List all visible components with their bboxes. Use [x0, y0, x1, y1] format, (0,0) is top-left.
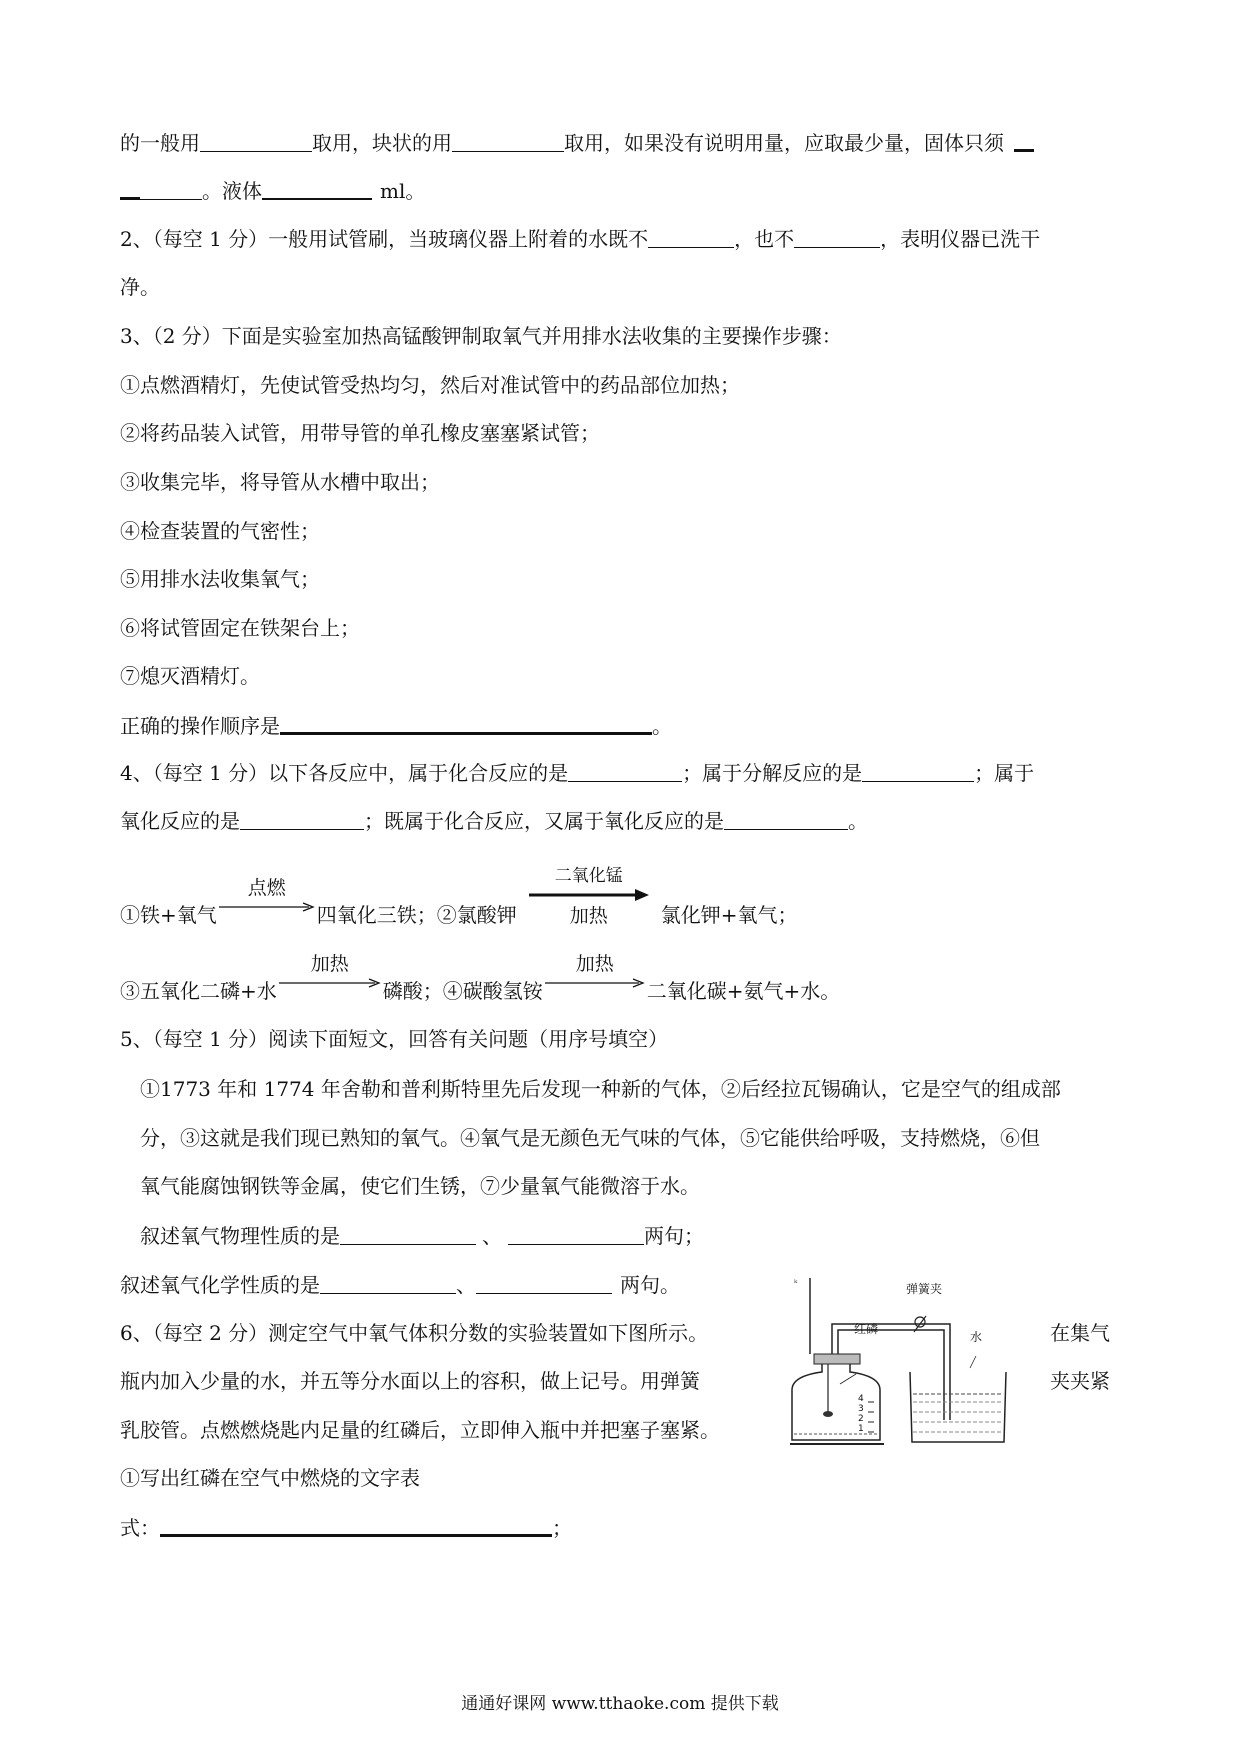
q5-answer-physical — [140, 1221, 1150, 1251]
page-footer: 通通好课网 www.tthaoke.com 提供下载 — [461, 1694, 779, 1714]
q6-line-2-right — [1050, 1366, 1130, 1396]
q6-line-1-right — [1050, 1318, 1130, 1348]
mark-label: 1 — [858, 1424, 864, 1434]
text: 氧气能腐蚀钢铁等金属，使它们生锈，⑦少量氧气能微溶于水。 — [140, 1174, 700, 1198]
text: 式： — [120, 1516, 160, 1540]
text: 。 — [848, 809, 868, 833]
q3-step-7 — [120, 661, 1130, 691]
reaction-arrow — [277, 953, 383, 998]
text: ml。 — [380, 179, 426, 203]
text: 6、（每空 2 分）测定空气中氧气体积分数的实验装置如下图所示。 — [120, 1321, 709, 1345]
text: 的一般用 — [120, 131, 200, 155]
text: ⑦熄灭酒精灯。 — [120, 664, 260, 688]
blank[interactable] — [200, 129, 312, 152]
text: 5、（每空 1 分）阅读下面短文，回答有关问题（用序号填空） — [120, 1027, 669, 1051]
red-phosphorus-label: 红磷 — [854, 1322, 879, 1336]
arrow-icon — [543, 976, 647, 990]
svg-text:ᵏ: ᵏ — [794, 1279, 798, 1289]
text: 乳胶管。点燃燃烧匙内足量的红磷后，立即伸入瓶中并把塞子塞紧。 — [120, 1418, 720, 1442]
text: 二氧化碳+氨气+水。 — [646, 979, 841, 1003]
mark-label: 3 — [858, 1404, 864, 1414]
text: 2、（每空 1 分）一般用试管刷，当玻璃仪器上附着的水既不 — [120, 227, 649, 251]
q2-line-1 — [120, 224, 1130, 254]
blank[interactable] — [508, 1222, 644, 1245]
text: 4、（每空 1 分）以下各反应中，属于化合反应的是 — [120, 761, 569, 785]
q2-line-2 — [120, 272, 1130, 302]
reaction-row-2 — [120, 953, 1130, 1006]
blank[interactable] — [452, 129, 564, 152]
text: 四氧化三铁；②氯酸钾 — [316, 903, 517, 927]
text: 两句； — [644, 1224, 704, 1248]
text: 夹夹紧 — [1050, 1369, 1110, 1393]
q6-line-5 — [120, 1512, 1130, 1543]
text: 在集气 — [1050, 1321, 1110, 1345]
text: ；既属于化合反应，又属于氧化反应的是 — [364, 809, 724, 833]
text: 取用，块状的用 — [312, 131, 452, 155]
q6-line-3 — [120, 1415, 760, 1445]
text: ⑥将试管固定在铁架台上； — [120, 616, 360, 640]
blank[interactable] — [794, 225, 880, 248]
blank[interactable] — [862, 759, 974, 782]
reaction-arrow — [543, 953, 647, 998]
text: ①写出红磷在空气中燃烧的文字表 — [120, 1466, 420, 1490]
q3-step-4 — [120, 516, 1130, 546]
text: ； — [552, 1516, 572, 1540]
text: 叙述氧气化学性质的是 — [120, 1273, 320, 1297]
q3-step-2 — [120, 418, 1130, 448]
text: ，表明仪器已洗干 — [880, 227, 1041, 251]
q1-line-2 — [120, 175, 1130, 206]
blank[interactable] — [568, 759, 682, 782]
apparatus-diagram — [770, 1272, 1030, 1452]
reaction-condition: 点燃 — [247, 877, 286, 899]
blank[interactable] — [648, 225, 734, 248]
water-label: 水 — [970, 1330, 983, 1344]
text: ②将药品装入试管，用带导管的单孔橡皮塞塞紧试管； — [120, 421, 600, 445]
q3-step-5 — [120, 564, 1130, 594]
q6-line-2 — [120, 1366, 760, 1396]
text: ⑤用排水法收集氧气； — [120, 567, 320, 591]
q3-step-6 — [120, 613, 1130, 643]
text: 、 — [456, 1273, 476, 1297]
q5-passage-2 — [140, 1123, 1150, 1153]
text: 。 — [652, 714, 672, 738]
q4-line-2 — [120, 806, 1130, 836]
text: 氧化反应的是 — [120, 809, 240, 833]
q5-title — [120, 1024, 1130, 1054]
text: ，也不 — [734, 227, 795, 251]
blank[interactable] — [724, 807, 848, 830]
reaction-condition: 加热 — [569, 905, 608, 927]
blank[interactable] — [340, 1222, 476, 1245]
blank[interactable] — [1014, 127, 1034, 152]
text: 。液体 — [202, 179, 262, 203]
reaction-catalyst: 二氧化锰 — [554, 866, 623, 886]
reaction-row-1 — [120, 866, 1130, 930]
blank[interactable] — [140, 177, 202, 200]
reaction-arrow — [217, 877, 317, 922]
q6-line-1 — [120, 1318, 760, 1348]
text: 净。 — [120, 275, 160, 299]
text: ③收集完毕，将导管从水槽中取出； — [120, 470, 440, 494]
spring-clip-label: 弹簧夹 — [906, 1282, 943, 1296]
text: 分，③这就是我们现已熟知的氧气。④氧气是无颜色无气味的气体，⑤它能供给呼吸，支持燃烧，⑥但 — [140, 1126, 1040, 1150]
blank[interactable] — [240, 807, 364, 830]
q3-title — [120, 321, 1130, 351]
q5-passage-1 — [140, 1074, 1150, 1104]
q5-passage-3 — [140, 1171, 1150, 1201]
arrow-icon — [277, 976, 383, 990]
arrow-icon — [527, 888, 651, 902]
blank[interactable] — [120, 175, 140, 200]
text: 氯化钾+氧气； — [660, 903, 798, 927]
blank[interactable] — [262, 176, 372, 200]
q3-answer — [120, 710, 1130, 741]
text: 取用，如果没有说明用量，应取最少量，固体只须 — [564, 131, 1004, 155]
text: 磷酸；④碳酸氢铵 — [382, 979, 543, 1003]
text: ④检查装置的气密性； — [120, 519, 320, 543]
text: ①铁+氧气 — [120, 903, 217, 927]
q4-line-1 — [120, 758, 1130, 788]
text: 3、（2 分）下面是实验室加热高锰酸钾制取氧气并用排水法收集的主要操作步骤： — [120, 324, 842, 348]
q3-step-1 — [120, 370, 1130, 400]
apparatus-figure — [770, 1272, 1030, 1452]
text: ；属于分解反应的是 — [682, 761, 863, 785]
text: ①1773 年和 1774 年舍勒和普利斯特里先后发现一种新的气体，②后经拉瓦锡确认，它是空气的组成部 — [140, 1077, 1061, 1101]
text: 叙述氧气物理性质的是 — [140, 1224, 340, 1248]
reaction-arrow — [527, 866, 651, 927]
arrow-icon — [217, 900, 317, 914]
text: 正确的操作顺序是 — [120, 714, 280, 738]
reaction-condition: 加热 — [575, 953, 614, 975]
blank[interactable] — [280, 710, 652, 735]
mark-label: 4 — [858, 1394, 864, 1404]
blank[interactable] — [320, 1271, 456, 1294]
q6-line-4 — [120, 1463, 1130, 1493]
blank[interactable] — [160, 1512, 552, 1537]
text: 、 — [482, 1224, 502, 1248]
text: 瓶内加入少量的水，并五等分水面以上的容积，做上记号。用弹簧 — [120, 1369, 700, 1393]
blank[interactable] — [476, 1271, 612, 1294]
q1-line-1 — [120, 127, 1130, 158]
text: 两句。 — [620, 1273, 680, 1297]
mark-label: 2 — [858, 1414, 864, 1424]
text: ③五氧化二磷+水 — [120, 979, 277, 1003]
reaction-condition: 加热 — [310, 953, 349, 975]
text: ；属于 — [974, 761, 1035, 785]
text: ①点燃酒精灯，先使试管受热均匀，然后对准试管中的药品部位加热； — [120, 373, 740, 397]
q3-step-3 — [120, 467, 1130, 497]
